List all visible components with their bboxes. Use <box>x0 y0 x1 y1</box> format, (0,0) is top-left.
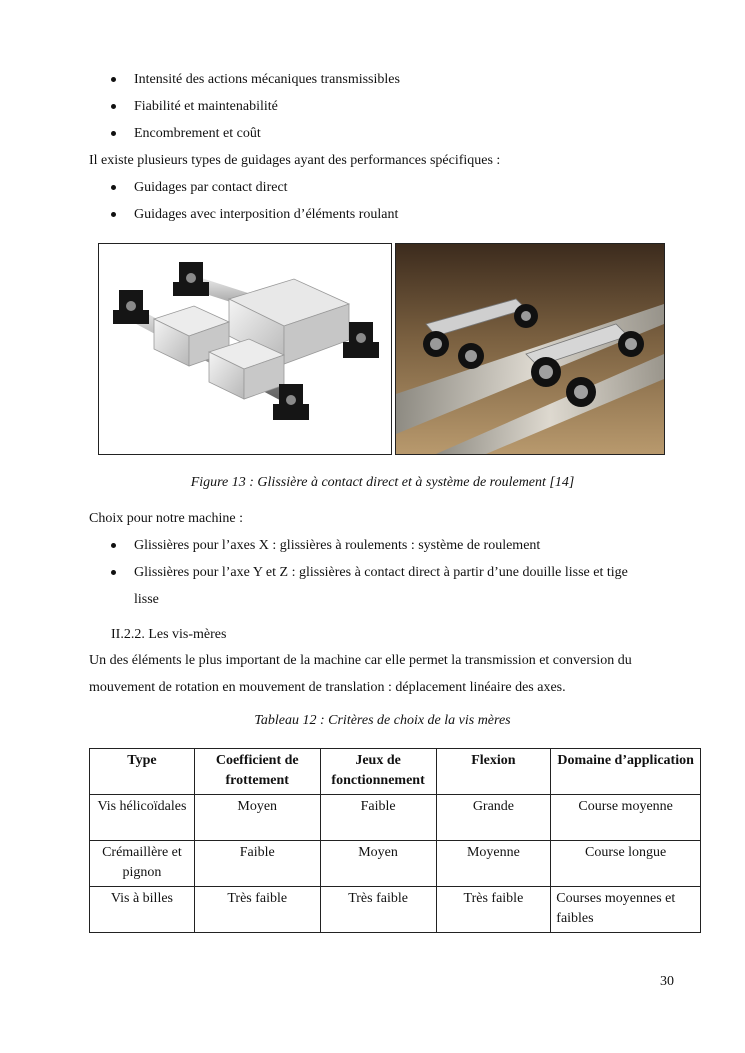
list-item: Intensité des actions mécaniques transmissibles <box>0 66 400 93</box>
table-header-cell: Jeux de fonctionnement <box>320 749 436 795</box>
figure-image-roller-system <box>395 243 665 455</box>
bullet-icon <box>111 131 116 136</box>
table-row <box>90 887 701 933</box>
section-paragraph-line-1: Un des éléments le plus important de la machine car elle permet la transmission et conversion du <box>89 653 632 668</box>
table-cell: Faible <box>320 795 436 841</box>
criteria-table <box>89 748 701 933</box>
table-header-row <box>90 749 701 795</box>
table-caption: Tableau 12 : Critères de choix de la vis mères <box>254 713 511 728</box>
figure-image-direct-contact <box>98 243 392 455</box>
bullet-icon <box>111 104 116 109</box>
bullet-icon <box>111 185 116 190</box>
table-cell: Crémaillère et pignon <box>90 841 195 887</box>
table-cell: Vis à billes <box>90 887 195 933</box>
table-cell: Course moyenne <box>551 795 701 841</box>
table-header-cell: Type <box>90 749 195 795</box>
table-cell: Très faible <box>320 887 436 933</box>
list-item: Glissières pour l’axes X : glissières à roulements : système de roulement <box>0 532 628 559</box>
table-cell: Vis hélicoïdales <box>90 795 195 841</box>
list-item: Glissières pour l’axe Y et Z : glissières à contact direct à partir d’une douille lisse et tige <box>0 559 628 586</box>
table-cell: Moyen <box>194 795 320 841</box>
table-cell: Moyen <box>320 841 436 887</box>
table-cell: Très faible <box>436 887 551 933</box>
table-row <box>90 795 701 841</box>
figure-caption: Figure 13 : Glissière à contact direct et à système de roulement [14] <box>190 475 575 490</box>
table-row <box>90 841 701 887</box>
section-paragraph-line-2: mouvement de rotation en mouvement de translation : déplacement linéaire des axes. <box>89 680 566 695</box>
table-cell: Course longue <box>551 841 701 887</box>
choice-intro: Choix pour notre machine : <box>89 511 243 526</box>
list-item: Encombrement et coût <box>0 120 400 147</box>
table-cell: Très faible <box>194 887 320 933</box>
bullet-icon <box>111 77 116 82</box>
table-header-cell: Flexion <box>436 749 551 795</box>
criteria-list <box>0 66 400 147</box>
table-header-cell: Domaine d’application <box>551 749 701 795</box>
table-cell: Moyenne <box>436 841 551 887</box>
types-list <box>0 174 398 228</box>
table-header-cell: Coefficient de frottement <box>194 749 320 795</box>
table-cell: Courses moyennes et faibles <box>551 887 701 933</box>
section-heading: II.2.2. Les vis-mères <box>111 627 227 642</box>
roller-guide-photo <box>396 244 664 454</box>
page-number: 30 <box>660 974 674 989</box>
list-item: Fiabilité et maintenabilité <box>0 93 400 120</box>
bullet-icon <box>111 570 116 575</box>
linear-guide-illustration <box>99 244 391 454</box>
bullet-icon <box>111 543 116 548</box>
table-cell: Grande <box>436 795 551 841</box>
types-intro: Il existe plusieurs types de guidages ayant des performances spécifiques : <box>89 153 501 168</box>
list-item: Guidages avec interposition d’éléments roulant <box>0 201 398 228</box>
table-cell: Faible <box>194 841 320 887</box>
list-item: Guidages par contact direct <box>0 174 398 201</box>
bullet-icon <box>111 212 116 217</box>
choice-list <box>0 532 628 613</box>
list-item-continuation: lisse <box>134 592 159 607</box>
